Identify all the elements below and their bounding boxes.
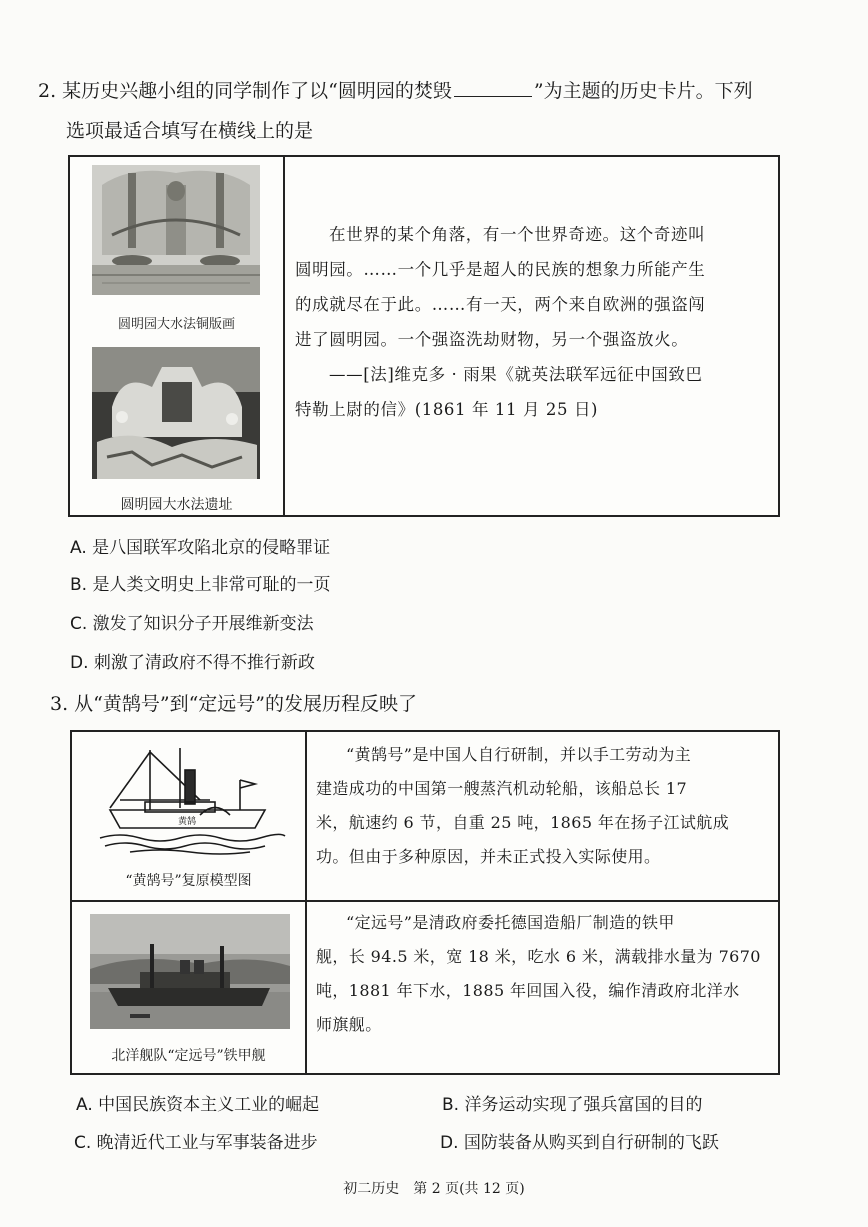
q2-quote-line: 进了圆明园。一个强盗洗劫财物，另一个强盗放火。 xyxy=(295,330,689,349)
page-footer: 初二历史 第 2 页(共 12 页) xyxy=(343,1181,525,1197)
q2-quote-line: 的成就尽在于此。……有一天，两个来自欧洲的强盗闯 xyxy=(295,295,706,314)
q2-option-c[interactable]: C. 激发了知识分子开展维新变法 xyxy=(70,614,314,634)
q2-history-card xyxy=(68,155,780,517)
q3-option-b[interactable]: B. 洋务运动实现了强兵富国的目的 xyxy=(442,1095,703,1115)
fountain-engraving-illustration xyxy=(92,165,260,295)
q2-ruins-image xyxy=(92,347,260,479)
q3-caption-huanghu: “黄鹄号”复原模型图 xyxy=(125,873,252,889)
q3-table-divider-vertical xyxy=(305,732,307,1073)
q3-dingyuan-line: “定远号”是清政府委托德国造船厂制造的铁甲 xyxy=(346,913,675,932)
q2-stem-line1 xyxy=(38,78,753,104)
q3-dingyuan-line: 师旗舰。 xyxy=(316,1015,382,1034)
ironclad-photo-illustration xyxy=(90,914,290,1029)
q3-stem: 3. 从“黄鹄号”到“定远号”的发展历程反映了 xyxy=(50,693,418,715)
q2-caption-ruins: 圆明园大水法遗址 xyxy=(120,497,233,513)
q2-card-divider xyxy=(283,157,285,515)
q3-option-a[interactable]: A. 中国民族资本主义工业的崛起 xyxy=(76,1095,320,1115)
q2-option-b[interactable]: B. 是人类文明史上非常可耻的一页 xyxy=(70,575,331,595)
q2-quote-source: ——[法]维克多 · 雨果《就英法联军远征中国致巴 xyxy=(329,365,703,384)
q3-caption-dingyuan: 北洋舰队“定远号”铁甲舰 xyxy=(111,1048,266,1064)
q2-answer-blank xyxy=(454,78,532,97)
q3-huanghu-line: 功。但由于多种原因，并未正式投入实际使用。 xyxy=(316,847,661,866)
q2-quote-source-date: 特勒上尉的信》(1861 年 11 月 25 日) xyxy=(295,400,599,419)
q2-option-d[interactable]: D. 刺激了清政府不得不推行新政 xyxy=(70,653,315,673)
q3-ship-label: 黄鹄 xyxy=(178,817,197,827)
q3-huanghu-image xyxy=(90,740,290,858)
q3-comparison-table xyxy=(70,730,780,1075)
q2-caption-engraving: 圆明园大水法铜版画 xyxy=(117,317,235,332)
q3-table-divider-horizontal xyxy=(72,900,778,902)
q3-huanghu-text xyxy=(316,738,776,874)
q2-quote-line: 圆明园。……一个几乎是超人的民族的想象力所能产生 xyxy=(295,260,706,279)
q3-dingyuan-image xyxy=(90,914,290,1029)
q3-dingyuan-line: 吨，1881 年下水，1885 年回国入役，编作清政府北洋水 xyxy=(316,981,740,1000)
q2-engraving-image xyxy=(92,165,260,295)
q2-quote-line: 在世界的某个角落，有一个世界奇迹。这个奇迹叫 xyxy=(329,225,706,244)
q2-option-a[interactable]: A. 是八国联军攻陷北京的侵略罪证 xyxy=(70,538,331,558)
q3-dingyuan-line: 舰，长 94.5 米，宽 18 米，吃水 6 米，满载排水量为 7670 xyxy=(316,947,761,966)
q3-option-c[interactable]: C. 晚清近代工业与军事装备进步 xyxy=(74,1133,318,1153)
q2-stem-prefix: 2. 某历史兴趣小组的同学制作了以“圆明园的焚毁 xyxy=(38,80,452,102)
q3-dingyuan-text xyxy=(316,906,776,1042)
q3-huanghu-line: 建造成功的中国第一艘蒸汽机动轮船，该船总长 17 xyxy=(316,779,688,798)
q3-huanghu-line: “黄鹄号”是中国人自行研制，并以手工劳动为主 xyxy=(346,745,692,764)
q3-option-d[interactable]: D. 国防装备从购买到自行研制的飞跃 xyxy=(440,1133,719,1153)
ruins-photo-illustration xyxy=(92,347,260,479)
q2-quote-block xyxy=(295,217,770,427)
q3-huanghu-line: 米，航速约 6 节，自重 25 吨，1865 年在扬子江试航成 xyxy=(316,813,730,832)
steamboat-sketch-illustration xyxy=(90,740,290,858)
q2-stem-line2: 选项最适合填写在横线上的是 xyxy=(66,120,314,142)
q2-stem-suffix: ”为主题的历史卡片。下列 xyxy=(533,80,753,102)
